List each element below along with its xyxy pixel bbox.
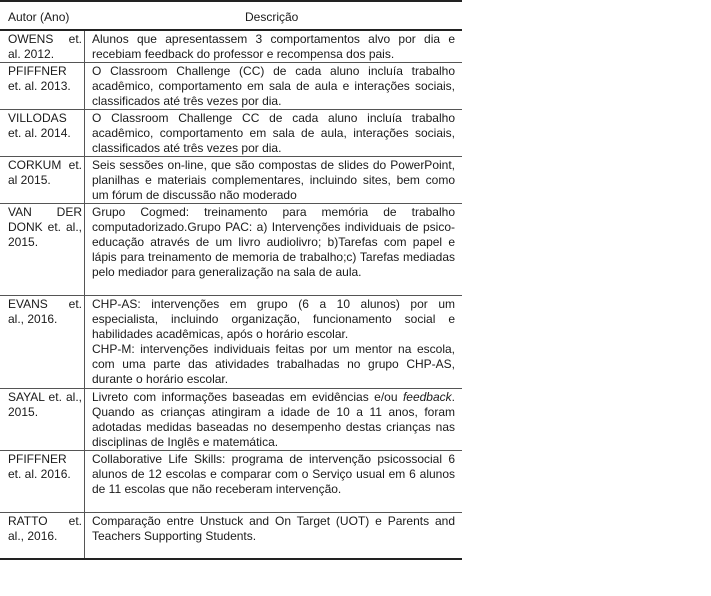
- table-row: [0, 110, 462, 156]
- row-author: VILLODAS et. al. 2014.: [8, 111, 71, 140]
- table-row: [0, 63, 462, 109]
- header-author: Autor (Ano): [8, 10, 70, 24]
- header-description: Descrição: [245, 10, 299, 24]
- table-row: [0, 296, 462, 388]
- table-row: [0, 513, 462, 558]
- row-author: EVANS et. al., 2016.: [8, 297, 82, 326]
- row-description: Collaborative Life Skills: programa de intervenção psicossocial 6 alunos de 12 escolas e comparar com o Serviço usual em 6 alunos de 11 escolas que não receberam intervenção.: [92, 452, 455, 496]
- row-author: PFIFFNER et. al. 2016.: [8, 452, 71, 481]
- row-author: RATTO et. al., 2016.: [8, 514, 82, 543]
- table-row: [0, 389, 462, 450]
- row-description: Grupo Cogmed: treinamento para memória de trabalho computadorizado.Grupo PAC: a) Intervenções individuais de psico-educação através de um livro audiolivro; b)Tarefas com papel e lápis para treinamento de memoria de trabalho;c) Tarefas mediadas pelo mediador para generalização na sala de aula.: [92, 205, 455, 279]
- row-description: CHP-AS: intervenções em grupo (6 a 10 alunos) por um especialista, incluindo organização, funcionamento social e habilidades acadêmicas, após o horário escolar. CHP-M: intervenções individuais feitas por um mentor na escola, com uma parte das atividades trabalhadas no grupo CHP-AS, durante o horário escolar.: [92, 297, 455, 386]
- column-divider: [84, 31, 85, 558]
- table-header: [0, 2, 462, 29]
- row-description: Comparação entre Unstuck and On Target (UOT) e Parents and Teachers Supporting Students.: [92, 514, 455, 543]
- row-description: O Classroom Challenge (CC) de cada aluno incluía trabalho acadêmico, comportamento em sala de aula e interações sociais, classificados até três vezes por dia.: [92, 64, 455, 108]
- row-description: O Classroom Challenge CC de cada aluno incluía trabalho acadêmico, comportamento em sala de aula, interações sociais, classificados até três vezes por dia.: [92, 111, 455, 155]
- table-row: [0, 157, 462, 203]
- row-author: PFIFFNER et. al. 2013.: [8, 64, 71, 93]
- row-description: Alunos que apresentassem 3 comportamentos alvo por dia e recebiam feedback do professor e recompensa dos pais.: [92, 32, 455, 61]
- row-author: VAN DER DONK et. al., 2015.: [8, 205, 82, 249]
- table-bottom-rule: [0, 558, 462, 560]
- table-row: [0, 31, 462, 62]
- table-row: [0, 451, 462, 512]
- row-author: OWENS et. al. 2012.: [8, 32, 82, 61]
- row-author: CORKUM et. al 2015.: [8, 158, 82, 187]
- table-row: [0, 204, 462, 295]
- row-description: Seis sessões on-line, que são compostas de slides do PowerPoint, planilhas e materiais complementares, incluindo sites, bem como um fórum de discussão não moderado: [92, 158, 455, 202]
- row-author: SAYAL et. al., 2015.: [8, 390, 82, 419]
- row-description: Livreto com informações baseadas em evidências e/ou feedback. Quando as crianças atingiram a idade de 10 a 11 anos, foram adotadas medidas baseadas no desempenho destas crianças nas disciplinas de Inglês e matemática.: [92, 390, 455, 449]
